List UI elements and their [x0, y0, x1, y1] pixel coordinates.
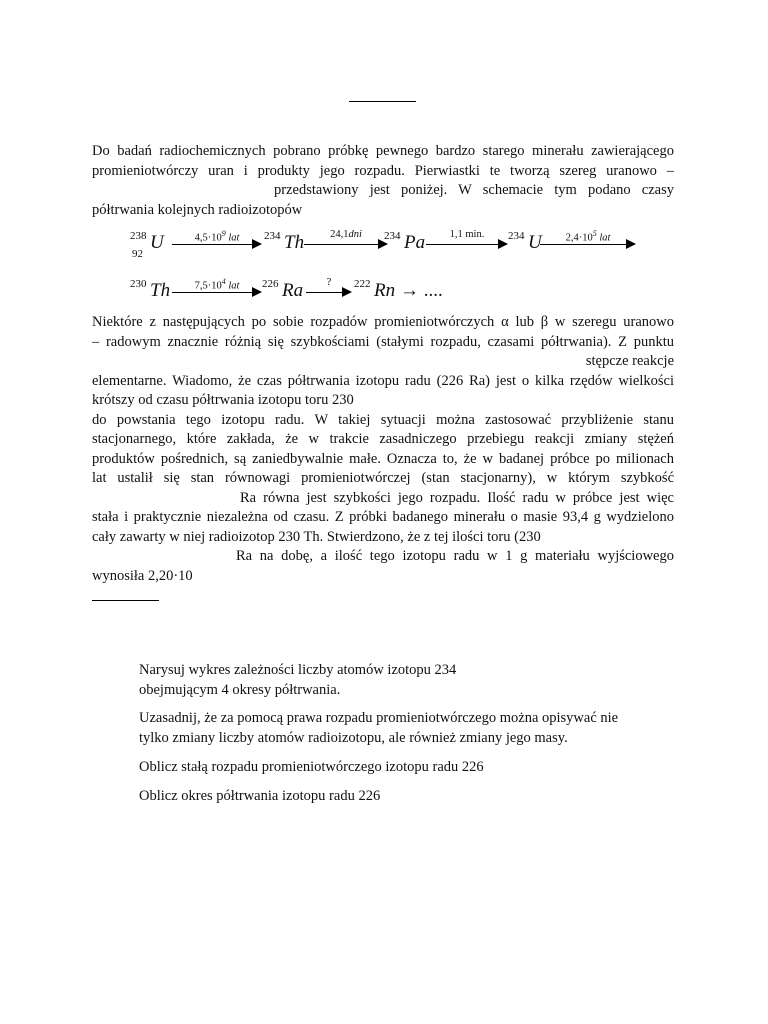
- half-life-label: $2,4\cdot 10^5$ lat: [565, 229, 611, 244]
- mass-number: 222: [354, 278, 371, 290]
- task-4: [139, 787, 699, 807]
- decay-arrow: [540, 229, 636, 252]
- task-3: [139, 758, 699, 778]
- arrow-head-icon: [252, 287, 262, 297]
- element-symbol: U: [150, 232, 164, 253]
- decay-arrow: [172, 229, 262, 252]
- element-symbol: Pa: [404, 232, 426, 253]
- task-line: tylko zmiany liczby atomów radioizotopu, ale również zmiany jego masy.: [139, 729, 568, 746]
- mass-number: 234: [384, 230, 401, 242]
- body-line: – radowym znacznie różnią się szybkościami (stałymi rozpadu, czasami półtrwania). Z punktu: [92, 333, 674, 350]
- mass-number: 226: [262, 278, 279, 290]
- scheme-continuation: → ....: [400, 280, 443, 301]
- decay-arrow: [172, 277, 262, 300]
- body-line: Niektóre z następujących po sobie rozpadów promieniotwórczych α lub β w szeregu uranowo: [92, 314, 674, 330]
- intro-line: Do badań radiochemicznych pobrano próbkę pewnego bardzo starego minerału zawierającego: [92, 143, 674, 159]
- body-line: elementarne. Wiadomo, że czas półtrwania izotopu radu (226 Ra) jest o kilka rzędów wielkości: [92, 372, 674, 389]
- intro-line: półtrwania kolejnych radioizotopów: [92, 201, 303, 218]
- mass-number: 230: [130, 278, 147, 290]
- decay-arrow: [304, 229, 388, 252]
- body-line: krótszy od czasu półtrwania izotopu toru 230: [92, 392, 354, 408]
- half-life-label: 24,1dni: [330, 229, 362, 240]
- mass-number: 234: [508, 230, 525, 242]
- element-symbol: Th: [284, 232, 305, 253]
- arrow-head-icon: [342, 287, 352, 297]
- body-paragraph: [92, 313, 674, 586]
- intro-line: przedstawiony jest poniżej. W schemacie tym podano czasy: [274, 182, 674, 198]
- body-line: stacjonarnego, które zakłada, że w trakcie zasadniczego przebiegu reakcji zmiany stężeń: [92, 431, 674, 447]
- footnote-rule: [92, 600, 159, 601]
- decay-arrow: [426, 229, 508, 252]
- body-line: stała i praktycznie niezależna od czasu. Z próbki badanego minerału o masie 93,4 g wydzielono: [92, 509, 674, 525]
- body-line: Ra na dobę, a ilość tego izotopu radu w 1 g materiału wyjściowego: [236, 548, 674, 564]
- task-line: Narysuj wykres zależności liczby atomów izotopu 234: [139, 662, 457, 678]
- body-line: wynosiła 2,20·10: [92, 567, 193, 584]
- mass-number: 238: [130, 230, 147, 242]
- intro-line: promieniotwórczy uran i produkty jego rozpadu. Pierwiastki te tworzą szereg uranowo –: [92, 162, 674, 179]
- arrow-head-icon: [498, 239, 508, 249]
- top-rule: [349, 101, 416, 102]
- body-line: Ra równa jest szybkości jego rozpadu. Ilość radu w próbce jest więc: [240, 489, 674, 506]
- arrow-head-icon: [626, 239, 636, 249]
- half-life-label: $4,5\cdot 10^9$ lat: [194, 229, 240, 244]
- decay-arrow: [306, 277, 352, 300]
- element-symbol: U: [528, 232, 542, 253]
- body-line: lat ustalił się stan równowagi promieniotwórczej (stan stacjonarny), w którym szybkość: [92, 470, 674, 486]
- body-line: cały zawarty w niej radioizotop 230 Th. Stwierdzono, że z tej ilości toru (230: [92, 528, 541, 545]
- element-symbol: Ra: [282, 280, 304, 301]
- half-life-label: $7,5\cdot 10^4$ lat: [194, 277, 240, 292]
- element-symbol: Rn: [374, 280, 396, 301]
- task-line: Oblicz stałą rozpadu promieniotwórczego izotopu radu 226: [139, 759, 484, 775]
- atomic-number: 92: [132, 248, 143, 260]
- task-line: Oblicz okres półtrwania izotopu radu 226: [139, 788, 381, 804]
- body-line: stępcze reakcje: [585, 353, 674, 369]
- task-line: Uzasadnij, że za pomocą prawa rozpadu promieniotwórczego można opisywać nie: [139, 710, 619, 726]
- intro-paragraph: [92, 142, 674, 220]
- task-1: [139, 661, 699, 700]
- body-line: do powstania tego izotopu radu. W takiej sytuacji można zastosować przybliżenie stanu: [92, 411, 674, 428]
- element-symbol: Th: [150, 280, 171, 301]
- mass-number: 234: [264, 230, 281, 242]
- task-line: obejmującym 4 okresy półtrwania.: [139, 681, 341, 698]
- half-life-label: ?: [326, 277, 332, 288]
- task-2: [139, 709, 699, 748]
- body-line: produktów pośrednich, są zaniedbywalnie małe. Oznacza to, że w badanej próbce po milionach: [92, 450, 674, 467]
- arrow-head-icon: [252, 239, 262, 249]
- half-life-label: 1,1 min.: [449, 229, 485, 240]
